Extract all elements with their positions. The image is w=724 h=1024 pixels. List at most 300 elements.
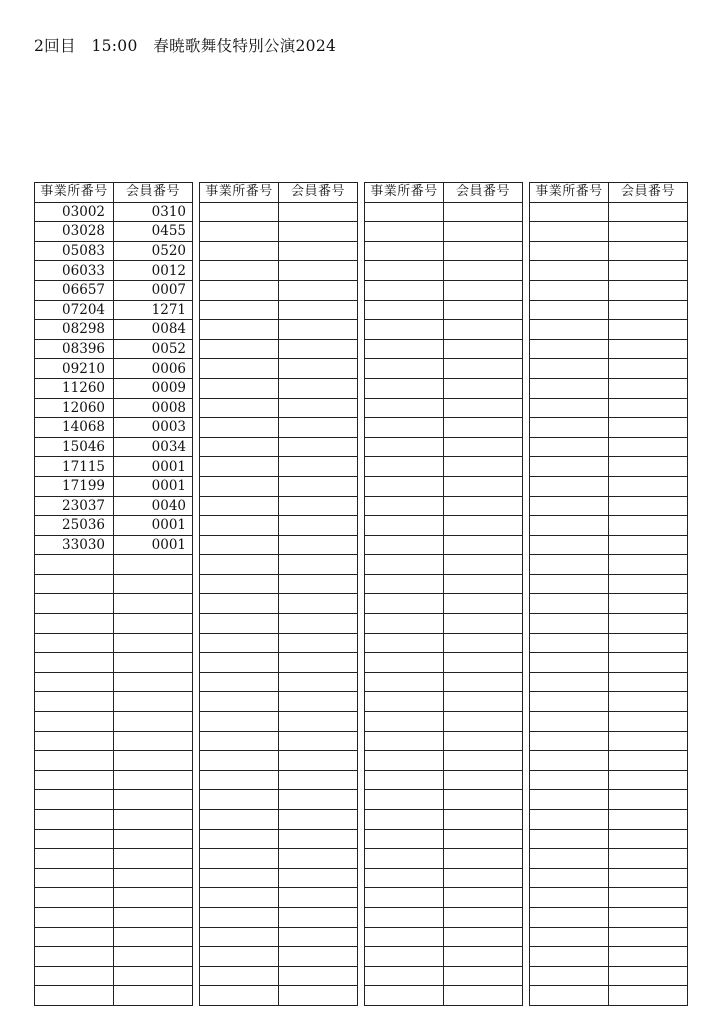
member-number-cell — [279, 653, 358, 673]
member-number-cell — [114, 712, 193, 732]
table-row — [200, 614, 358, 634]
table-row — [530, 888, 688, 908]
table-row — [530, 829, 688, 849]
office-number-cell — [365, 418, 444, 438]
member-number-cell — [444, 692, 523, 712]
office-number-cell — [365, 731, 444, 751]
table-row — [35, 770, 193, 790]
table-row — [35, 241, 193, 261]
office-number-cell — [35, 947, 114, 967]
office-number-cell — [365, 398, 444, 418]
member-number-cell — [114, 653, 193, 673]
office-number-cell — [530, 907, 609, 927]
table-row — [35, 320, 193, 340]
table-row — [530, 633, 688, 653]
office-number-cell — [530, 359, 609, 379]
office-number-cell — [200, 320, 279, 340]
table-row — [365, 378, 523, 398]
member-number-cell — [279, 594, 358, 614]
table-row — [35, 280, 193, 300]
table-row — [365, 712, 523, 732]
office-number-cell: 25036 — [35, 516, 114, 536]
member-number-header: 会員番号 — [609, 183, 688, 203]
table-row — [35, 516, 193, 536]
member-number-cell — [609, 653, 688, 673]
member-number-cell: 0003 — [114, 418, 193, 438]
office-number-cell — [530, 535, 609, 555]
table-row — [200, 770, 358, 790]
member-number-cell — [114, 672, 193, 692]
member-number-cell: 1271 — [114, 300, 193, 320]
table-row — [35, 594, 193, 614]
office-number-cell — [200, 692, 279, 712]
table-row — [200, 378, 358, 398]
office-number-cell — [365, 672, 444, 692]
table-header-row — [200, 183, 358, 203]
office-number-cell: 07204 — [35, 300, 114, 320]
member-number-cell — [279, 927, 358, 947]
member-table-1 — [34, 182, 193, 1006]
member-number-cell — [444, 202, 523, 222]
member-number-cell — [444, 712, 523, 732]
member-number-cell — [444, 300, 523, 320]
member-number-cell — [444, 927, 523, 947]
office-number-cell — [530, 496, 609, 516]
member-number-cell — [609, 966, 688, 986]
member-number-cell — [444, 496, 523, 516]
table-row — [530, 790, 688, 810]
office-number-cell — [530, 672, 609, 692]
table-row — [365, 300, 523, 320]
table-row — [200, 241, 358, 261]
member-number-cell — [609, 829, 688, 849]
office-number-cell — [530, 868, 609, 888]
member-number-header: 会員番号 — [279, 183, 358, 203]
member-number-cell: 0455 — [114, 222, 193, 242]
table-row — [200, 418, 358, 438]
member-number-cell: 0310 — [114, 202, 193, 222]
member-number-cell — [444, 594, 523, 614]
table-row — [200, 672, 358, 692]
member-number-cell — [279, 222, 358, 242]
member-number-cell — [279, 849, 358, 869]
table-row — [365, 437, 523, 457]
table-row — [35, 712, 193, 732]
office-number-cell — [200, 300, 279, 320]
table-row — [530, 516, 688, 536]
office-number-cell — [200, 868, 279, 888]
office-number-cell — [530, 731, 609, 751]
page-title — [34, 34, 336, 56]
office-number-cell — [200, 202, 279, 222]
office-number-cell — [200, 829, 279, 849]
office-number-cell: 08298 — [35, 320, 114, 340]
office-number-cell — [200, 398, 279, 418]
table-row — [200, 692, 358, 712]
table-row — [530, 476, 688, 496]
office-number-cell — [365, 457, 444, 477]
table-row — [530, 692, 688, 712]
table-header-row — [365, 183, 523, 203]
member-number-cell — [444, 907, 523, 927]
table-row — [200, 868, 358, 888]
office-number-cell — [35, 712, 114, 732]
member-number-cell — [609, 633, 688, 653]
member-number-cell — [444, 653, 523, 673]
member-number-cell — [609, 555, 688, 575]
table-row — [35, 888, 193, 908]
table-header-row — [530, 183, 688, 203]
table-row — [200, 320, 358, 340]
office-number-cell — [365, 633, 444, 653]
table-row — [530, 810, 688, 830]
member-number-cell — [114, 868, 193, 888]
table-row — [530, 222, 688, 242]
table-row — [365, 398, 523, 418]
member-number-cell: 0008 — [114, 398, 193, 418]
office-number-cell — [35, 633, 114, 653]
table-row — [530, 751, 688, 771]
member-number-cell — [279, 614, 358, 634]
member-number-cell — [609, 457, 688, 477]
table-row — [35, 339, 193, 359]
member-number-cell — [444, 261, 523, 281]
member-number-cell: 0520 — [114, 241, 193, 261]
office-number-cell — [530, 966, 609, 986]
member-number-cell — [279, 280, 358, 300]
table-row — [365, 849, 523, 869]
table-row — [530, 731, 688, 751]
office-number-cell: 12060 — [35, 398, 114, 418]
office-number-cell — [530, 653, 609, 673]
office-number-cell — [530, 300, 609, 320]
member-number-cell — [444, 868, 523, 888]
table-row — [365, 672, 523, 692]
member-table-4 — [529, 182, 688, 1006]
member-number-cell: 0040 — [114, 496, 193, 516]
table-row — [200, 516, 358, 536]
office-number-cell — [35, 868, 114, 888]
office-number-header: 事業所番号 — [530, 183, 609, 203]
office-number-cell — [365, 790, 444, 810]
table-row — [365, 888, 523, 908]
time-label: 15:00 — [91, 37, 138, 55]
office-number-cell — [365, 594, 444, 614]
office-number-cell — [200, 810, 279, 830]
table-row — [200, 829, 358, 849]
table-row — [35, 574, 193, 594]
table-row — [200, 535, 358, 555]
member-number-cell — [279, 516, 358, 536]
office-number-cell — [35, 614, 114, 634]
table-row — [365, 770, 523, 790]
member-number-cell — [279, 457, 358, 477]
office-number-cell — [365, 927, 444, 947]
office-number-cell — [200, 614, 279, 634]
office-number-cell — [200, 653, 279, 673]
member-number-cell — [609, 496, 688, 516]
member-number-cell — [279, 907, 358, 927]
table-row — [365, 790, 523, 810]
office-number-cell — [200, 731, 279, 751]
table-row — [365, 751, 523, 771]
office-number-cell — [365, 535, 444, 555]
member-number-cell — [444, 614, 523, 634]
office-number-cell — [365, 770, 444, 790]
table-row — [365, 692, 523, 712]
table-row — [365, 516, 523, 536]
member-number-cell — [444, 535, 523, 555]
table-row — [530, 868, 688, 888]
table-row — [365, 320, 523, 340]
table-row — [35, 555, 193, 575]
table-row — [35, 496, 193, 516]
office-number-cell — [530, 692, 609, 712]
member-table-3 — [364, 182, 523, 1006]
table-row — [530, 594, 688, 614]
office-number-cell — [200, 437, 279, 457]
office-number-cell: 14068 — [35, 418, 114, 438]
table-row — [200, 633, 358, 653]
office-number-cell — [365, 241, 444, 261]
table-row — [530, 398, 688, 418]
office-number-cell — [365, 476, 444, 496]
table-row — [200, 790, 358, 810]
office-number-cell — [365, 907, 444, 927]
office-number-cell — [200, 888, 279, 908]
office-number-cell — [365, 359, 444, 379]
table-row — [365, 418, 523, 438]
member-number-cell — [279, 888, 358, 908]
office-number-cell — [530, 849, 609, 869]
member-number-cell — [114, 829, 193, 849]
office-number-cell — [365, 261, 444, 281]
member-number-cell — [279, 535, 358, 555]
office-number-cell — [365, 555, 444, 575]
office-number-cell — [200, 496, 279, 516]
table-row — [35, 633, 193, 653]
member-number-cell: 0012 — [114, 261, 193, 281]
member-number-cell — [114, 986, 193, 1006]
table-row — [200, 339, 358, 359]
member-number-cell — [609, 202, 688, 222]
office-number-cell — [530, 457, 609, 477]
table-row — [200, 300, 358, 320]
member-number-cell — [444, 888, 523, 908]
member-number-cell — [279, 692, 358, 712]
table-row — [530, 574, 688, 594]
member-number-cell — [609, 222, 688, 242]
table-row — [200, 927, 358, 947]
office-number-cell — [35, 594, 114, 614]
member-number-cell — [444, 359, 523, 379]
office-number-cell — [365, 692, 444, 712]
table-row — [365, 653, 523, 673]
table-row — [365, 339, 523, 359]
table-row — [200, 476, 358, 496]
member-number-cell — [609, 712, 688, 732]
table-row — [35, 692, 193, 712]
office-number-cell: 06033 — [35, 261, 114, 281]
table-row — [365, 986, 523, 1006]
table-row — [35, 947, 193, 967]
table-row — [35, 790, 193, 810]
table-row — [35, 907, 193, 927]
member-number-cell — [609, 986, 688, 1006]
office-number-cell — [365, 849, 444, 869]
table-row — [35, 359, 193, 379]
table-row — [200, 966, 358, 986]
table-row — [365, 555, 523, 575]
member-number-cell — [279, 339, 358, 359]
table-row — [365, 966, 523, 986]
office-number-cell — [35, 907, 114, 927]
round-label: 2回目 — [34, 37, 76, 55]
table-row — [530, 653, 688, 673]
office-number-cell — [200, 672, 279, 692]
member-number-cell — [279, 633, 358, 653]
office-number-cell — [200, 241, 279, 261]
office-number-cell — [35, 653, 114, 673]
member-number-cell — [114, 770, 193, 790]
member-number-cell — [114, 966, 193, 986]
table-row — [35, 261, 193, 281]
member-number-cell — [114, 888, 193, 908]
member-number-header: 会員番号 — [114, 183, 193, 203]
office-number-cell — [200, 849, 279, 869]
table-row — [365, 927, 523, 947]
table-row — [200, 574, 358, 594]
member-number-cell — [609, 849, 688, 869]
office-number-cell — [35, 829, 114, 849]
office-number-cell — [200, 927, 279, 947]
table-row — [200, 280, 358, 300]
table-row — [365, 457, 523, 477]
office-number-cell — [365, 653, 444, 673]
office-number-cell — [530, 418, 609, 438]
table-row — [200, 986, 358, 1006]
member-number-cell — [609, 437, 688, 457]
office-number-cell: 03002 — [35, 202, 114, 222]
table-row — [365, 280, 523, 300]
table-row — [35, 868, 193, 888]
member-number-cell — [609, 907, 688, 927]
table-row — [365, 594, 523, 614]
table-row — [365, 496, 523, 516]
table-row — [530, 986, 688, 1006]
member-number-cell — [609, 418, 688, 438]
table-row — [35, 829, 193, 849]
table-row — [365, 947, 523, 967]
office-number-cell — [365, 496, 444, 516]
member-number-cell — [609, 790, 688, 810]
office-number-cell — [365, 868, 444, 888]
member-number-cell — [444, 378, 523, 398]
office-number-cell — [200, 222, 279, 242]
table-row — [200, 653, 358, 673]
office-number-cell: 09210 — [35, 359, 114, 379]
member-number-cell — [609, 241, 688, 261]
member-number-cell — [609, 868, 688, 888]
office-number-cell — [365, 947, 444, 967]
table-row — [365, 633, 523, 653]
office-number-cell — [200, 594, 279, 614]
office-number-cell — [35, 810, 114, 830]
office-number-cell — [530, 790, 609, 810]
member-number-cell — [279, 829, 358, 849]
member-number-cell — [444, 476, 523, 496]
table-row — [530, 241, 688, 261]
member-number-cell — [609, 947, 688, 967]
table-row — [35, 966, 193, 986]
table-row — [200, 398, 358, 418]
member-number-cell — [609, 692, 688, 712]
table-row — [200, 359, 358, 379]
member-number-cell — [279, 202, 358, 222]
office-number-header: 事業所番号 — [35, 183, 114, 203]
office-number-cell — [35, 790, 114, 810]
office-number-cell — [200, 457, 279, 477]
member-number-cell: 0007 — [114, 280, 193, 300]
office-number-cell — [35, 555, 114, 575]
office-number-cell — [365, 222, 444, 242]
table-row — [365, 476, 523, 496]
member-number-cell — [114, 947, 193, 967]
office-number-cell — [530, 751, 609, 771]
table-row — [530, 496, 688, 516]
table-row — [200, 496, 358, 516]
table-row — [530, 907, 688, 927]
office-number-cell — [365, 574, 444, 594]
office-number-cell — [35, 966, 114, 986]
member-number-cell — [609, 594, 688, 614]
table-row — [530, 378, 688, 398]
office-number-cell: 17115 — [35, 457, 114, 477]
member-number-cell — [609, 320, 688, 340]
table-row — [365, 810, 523, 830]
table-row — [530, 280, 688, 300]
office-number-cell — [35, 692, 114, 712]
office-number-cell — [365, 300, 444, 320]
office-number-cell — [35, 986, 114, 1006]
event-name: 春暁歌舞伎特別公演2024 — [153, 37, 337, 55]
member-number-cell: 0001 — [114, 516, 193, 536]
office-number-cell — [365, 339, 444, 359]
office-number-cell — [530, 594, 609, 614]
table-row — [35, 653, 193, 673]
office-number-cell — [35, 751, 114, 771]
member-number-cell — [444, 555, 523, 575]
member-number-cell — [279, 359, 358, 379]
member-number-cell — [444, 751, 523, 771]
table-row — [365, 829, 523, 849]
office-number-cell — [530, 437, 609, 457]
member-number-cell — [609, 300, 688, 320]
member-number-cell — [609, 888, 688, 908]
office-number-cell — [200, 770, 279, 790]
table-row — [200, 202, 358, 222]
office-number-cell — [35, 672, 114, 692]
table-row — [530, 320, 688, 340]
member-number-cell — [609, 359, 688, 379]
table-row — [35, 849, 193, 869]
member-number-cell — [609, 476, 688, 496]
table-row — [35, 614, 193, 634]
member-number-cell: 0001 — [114, 476, 193, 496]
table-row — [365, 241, 523, 261]
member-number-cell — [444, 986, 523, 1006]
office-number-cell — [530, 261, 609, 281]
